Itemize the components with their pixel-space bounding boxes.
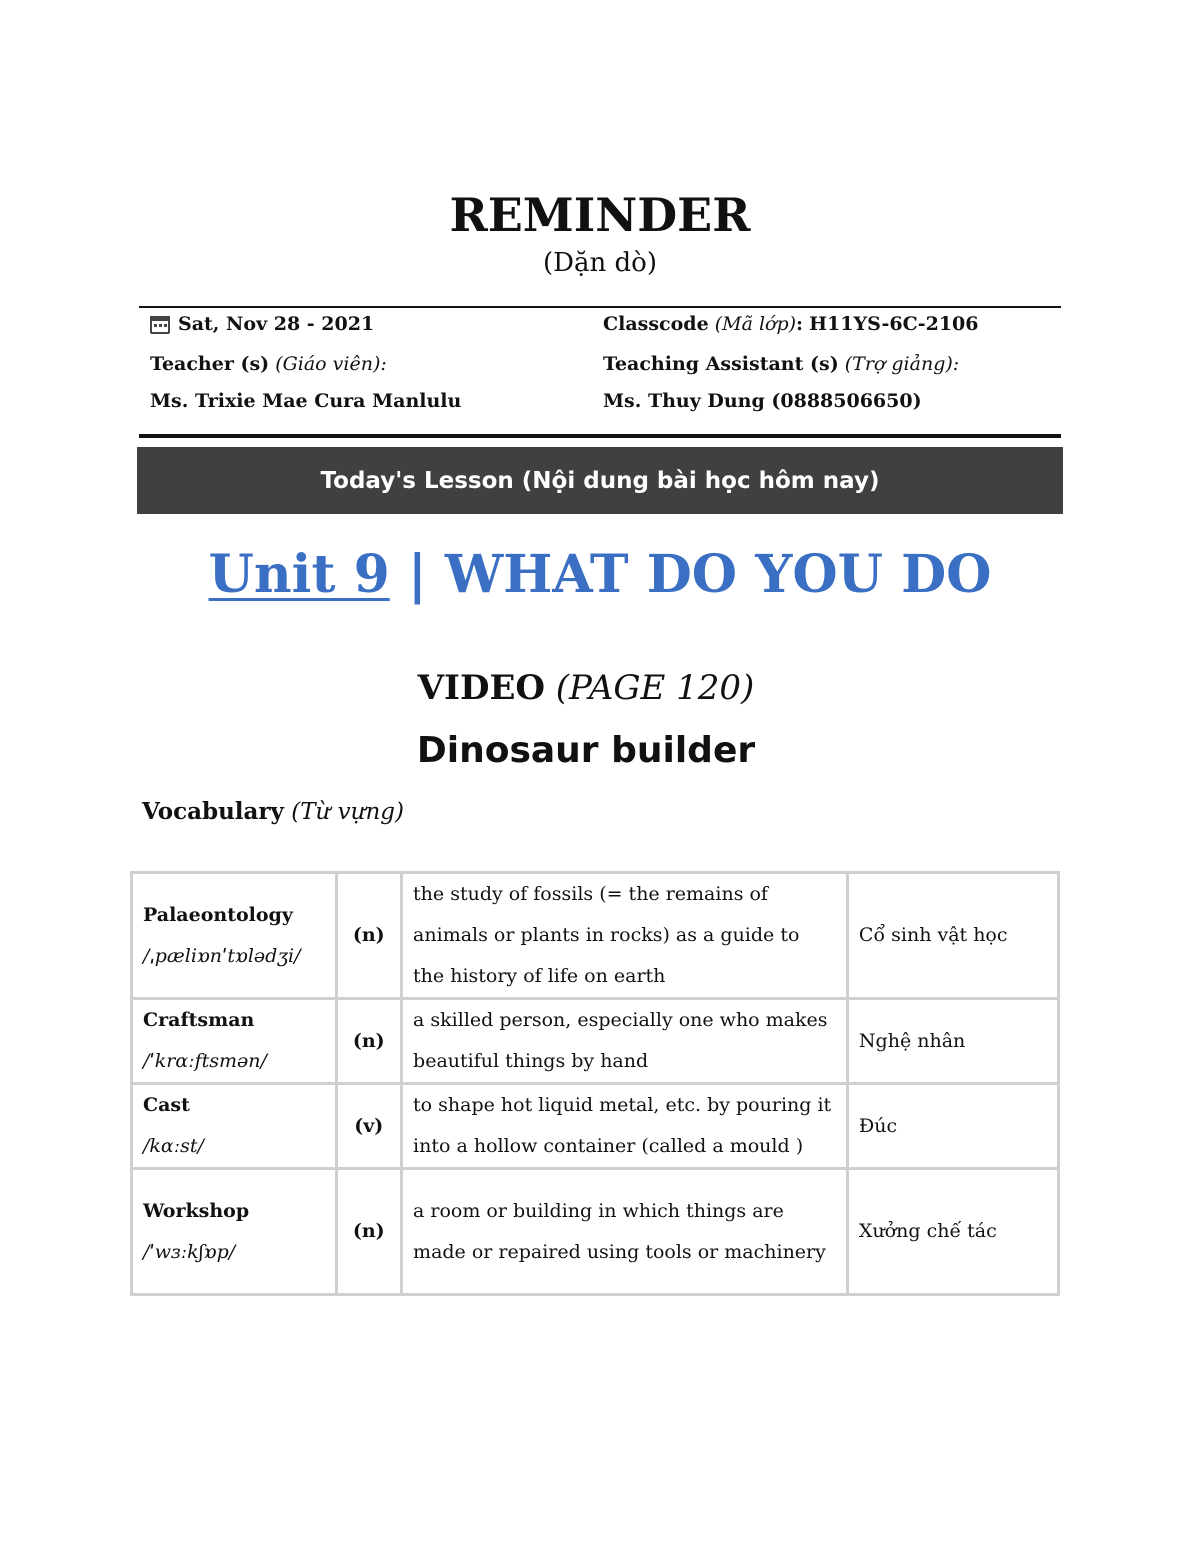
table-row — [132, 873, 1059, 999]
vocab-word: Workshop — [143, 1199, 250, 1222]
vocab-pos: (n) — [336, 999, 402, 1084]
page-subtitle: (Dặn dò) — [543, 248, 657, 278]
lesson-banner: Today's Lesson (Nội dung bài học hôm nay) — [137, 447, 1063, 514]
table-row — [132, 1084, 1059, 1169]
vocab-pos: (n) — [336, 873, 402, 999]
date-line — [150, 313, 374, 335]
video-heading — [0, 668, 1172, 708]
word-cell — [132, 873, 337, 999]
page-title: REMINDER — [449, 188, 751, 242]
vocab-definition: the study of fossils (= the remains of animals or plants in rocks) as a guide to the history of life on earth — [402, 873, 848, 999]
ta-label-vi: (Trợ giảng): — [844, 353, 960, 375]
vocabulary-label: Vocabulary — [142, 798, 284, 825]
unit-title: WHAT DO YOU DO — [444, 544, 992, 605]
word-cell — [132, 999, 337, 1084]
classcode-label-vi: (Mã lớp) — [714, 313, 797, 335]
vocabulary-table — [130, 871, 1060, 1296]
vocab-vietnamese: Cổ sinh vật học — [847, 873, 1058, 999]
unit-separator: | — [389, 544, 445, 605]
classcode-line: Classcode (Mã lớp): H11YS-6C-2106 — [603, 313, 979, 335]
vocab-ipa: /kɑːst/ — [143, 1135, 204, 1157]
header-top-rule — [139, 306, 1061, 308]
teacher-label-line — [150, 353, 387, 375]
vocab-word: Palaeontology — [143, 903, 293, 926]
video-label: VIDEO — [417, 668, 545, 708]
calendar-icon — [150, 313, 170, 332]
vocab-ipa: /ˌpæliɒnˈtɒlədʒi/ — [143, 944, 301, 967]
ta-name: Ms. Thuy Dung (0888506650) — [603, 390, 922, 412]
vocab-ipa: /ˈwɜːkʃɒp/ — [143, 1240, 236, 1263]
table-row — [132, 1169, 1059, 1295]
teacher-label: Teacher (s) — [150, 353, 270, 375]
vocab-word: Cast — [143, 1094, 190, 1116]
ta-label: Teaching Assistant (s) — [603, 353, 839, 375]
vocab-vietnamese: Đúc — [847, 1084, 1058, 1169]
header-bottom-rule — [139, 434, 1061, 438]
vocab-definition: a room or building in which things are made or repaired using tools or machinery — [402, 1169, 848, 1295]
unit-link[interactable]: Unit 9 — [208, 544, 390, 605]
vocab-pos: (v) — [336, 1084, 402, 1169]
video-page: (PAGE 120) — [555, 668, 755, 708]
vocabulary-label-vi: (Từ vựng) — [291, 799, 404, 825]
word-cell — [132, 1169, 337, 1295]
classcode-label: Classcode — [603, 313, 709, 335]
vocab-vietnamese: Xưởng chế tác — [847, 1169, 1058, 1295]
unit-heading — [0, 544, 1200, 605]
vocab-vietnamese: Nghệ nhân — [847, 999, 1058, 1084]
vocab-definition: a skilled person, especially one who makes beautiful things by hand — [402, 999, 848, 1084]
lesson-date: Sat, Nov 28 - 2021 — [178, 313, 375, 335]
classcode-value: H11YS-6C-2106 — [809, 313, 979, 335]
vocab-pos: (n) — [336, 1169, 402, 1295]
table-row — [132, 999, 1059, 1084]
vocab-definition: to shape hot liquid metal, etc. by pouring it into a hollow container (called a mould ) — [402, 1084, 848, 1169]
vocab-word: Craftsman — [143, 1009, 255, 1031]
vocab-ipa: /ˈkrɑːftsmən/ — [143, 1050, 267, 1072]
video-title: Dinosaur builder — [416, 730, 756, 771]
vocabulary-heading — [142, 798, 404, 825]
word-cell — [132, 1084, 337, 1169]
ta-label-line — [603, 353, 959, 375]
teacher-name: Ms. Trixie Mae Cura Manlulu — [150, 390, 462, 412]
teacher-label-vi: (Giáo viên): — [275, 353, 387, 375]
